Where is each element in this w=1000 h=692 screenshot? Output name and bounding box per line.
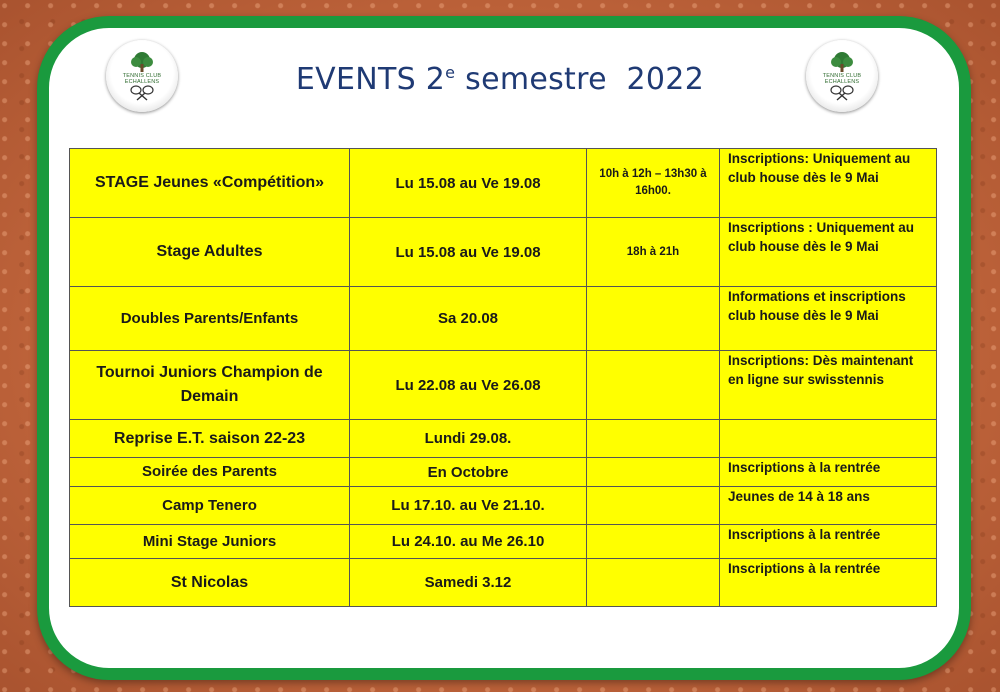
table-row bbox=[70, 487, 937, 525]
event-name: Camp Tenero bbox=[70, 487, 350, 525]
event-name: Mini Stage Juniors bbox=[70, 525, 350, 559]
event-date: Lu 24.10. au Me 26.10 bbox=[350, 525, 587, 559]
event-date: Lundi 29.08. bbox=[350, 420, 587, 458]
logo-text-line2: ECHALLENS bbox=[824, 79, 860, 85]
table-row bbox=[70, 287, 937, 351]
table-row bbox=[70, 149, 937, 218]
table-row bbox=[70, 420, 937, 458]
title-main: EVENTS 2 bbox=[295, 62, 446, 97]
event-info: Inscriptions à la rentrée bbox=[720, 559, 937, 607]
event-date: Samedi 3.12 bbox=[350, 559, 587, 607]
events-table bbox=[69, 148, 937, 607]
table-row bbox=[70, 218, 937, 287]
event-name: Doubles Parents/Enfants bbox=[70, 287, 350, 351]
event-info: Inscriptions : Uniquement au club house dès le 9 Mai bbox=[720, 218, 937, 287]
event-info: Jeunes de 14 à 18 ans bbox=[720, 487, 937, 525]
event-time bbox=[587, 559, 720, 607]
event-info: Inscriptions: Uniquement au club house dès le 9 Mai bbox=[720, 149, 937, 218]
event-time: 10h à 12h – 13h30 à 16h00. bbox=[587, 149, 720, 218]
title-rest: semestre 2022 bbox=[455, 62, 705, 97]
event-name: Soirée des Parents bbox=[70, 458, 350, 487]
event-name: Stage Adultes bbox=[70, 218, 350, 287]
event-name: Tournoi Juniors Champion de Demain bbox=[70, 351, 350, 420]
event-time bbox=[587, 287, 720, 351]
event-info: Inscriptions à la rentrée bbox=[720, 525, 937, 559]
event-date: Lu 22.08 au Ve 26.08 bbox=[350, 351, 587, 420]
event-time bbox=[587, 487, 720, 525]
event-date: Lu 17.10. au Ve 21.10. bbox=[350, 487, 587, 525]
logo-text-line1: TENNIS CLUB bbox=[122, 73, 162, 79]
table-row bbox=[70, 525, 937, 559]
event-info: Inscriptions à la rentrée bbox=[720, 458, 937, 487]
event-time bbox=[587, 525, 720, 559]
event-date: Lu 15.08 au Ve 19.08 bbox=[350, 149, 587, 218]
event-name: Reprise E.T. saison 22-23 bbox=[70, 420, 350, 458]
event-info bbox=[720, 420, 937, 458]
table-row bbox=[70, 559, 937, 607]
event-name: STAGE Jeunes «Compétition» bbox=[70, 149, 350, 218]
event-date: Lu 15.08 au Ve 19.08 bbox=[350, 218, 587, 287]
event-date: En Octobre bbox=[350, 458, 587, 487]
event-time bbox=[587, 420, 720, 458]
page-title bbox=[0, 62, 1000, 97]
event-info: Inscriptions: Dès maintenant en ligne sur swisstennis bbox=[720, 351, 937, 420]
logo-text-line1: TENNIS CLUB bbox=[822, 73, 862, 79]
table-row bbox=[70, 458, 937, 487]
title-superscript: e bbox=[445, 63, 456, 82]
event-time bbox=[587, 351, 720, 420]
event-date: Sa 20.08 bbox=[350, 287, 587, 351]
event-name: St Nicolas bbox=[70, 559, 350, 607]
event-time: 18h à 21h bbox=[587, 218, 720, 287]
event-info: Informations et inscriptions club house dès le 9 Mai bbox=[720, 287, 937, 351]
event-time bbox=[587, 458, 720, 487]
table-row bbox=[70, 351, 937, 420]
logo-text-line2: ECHALLENS bbox=[124, 79, 160, 85]
